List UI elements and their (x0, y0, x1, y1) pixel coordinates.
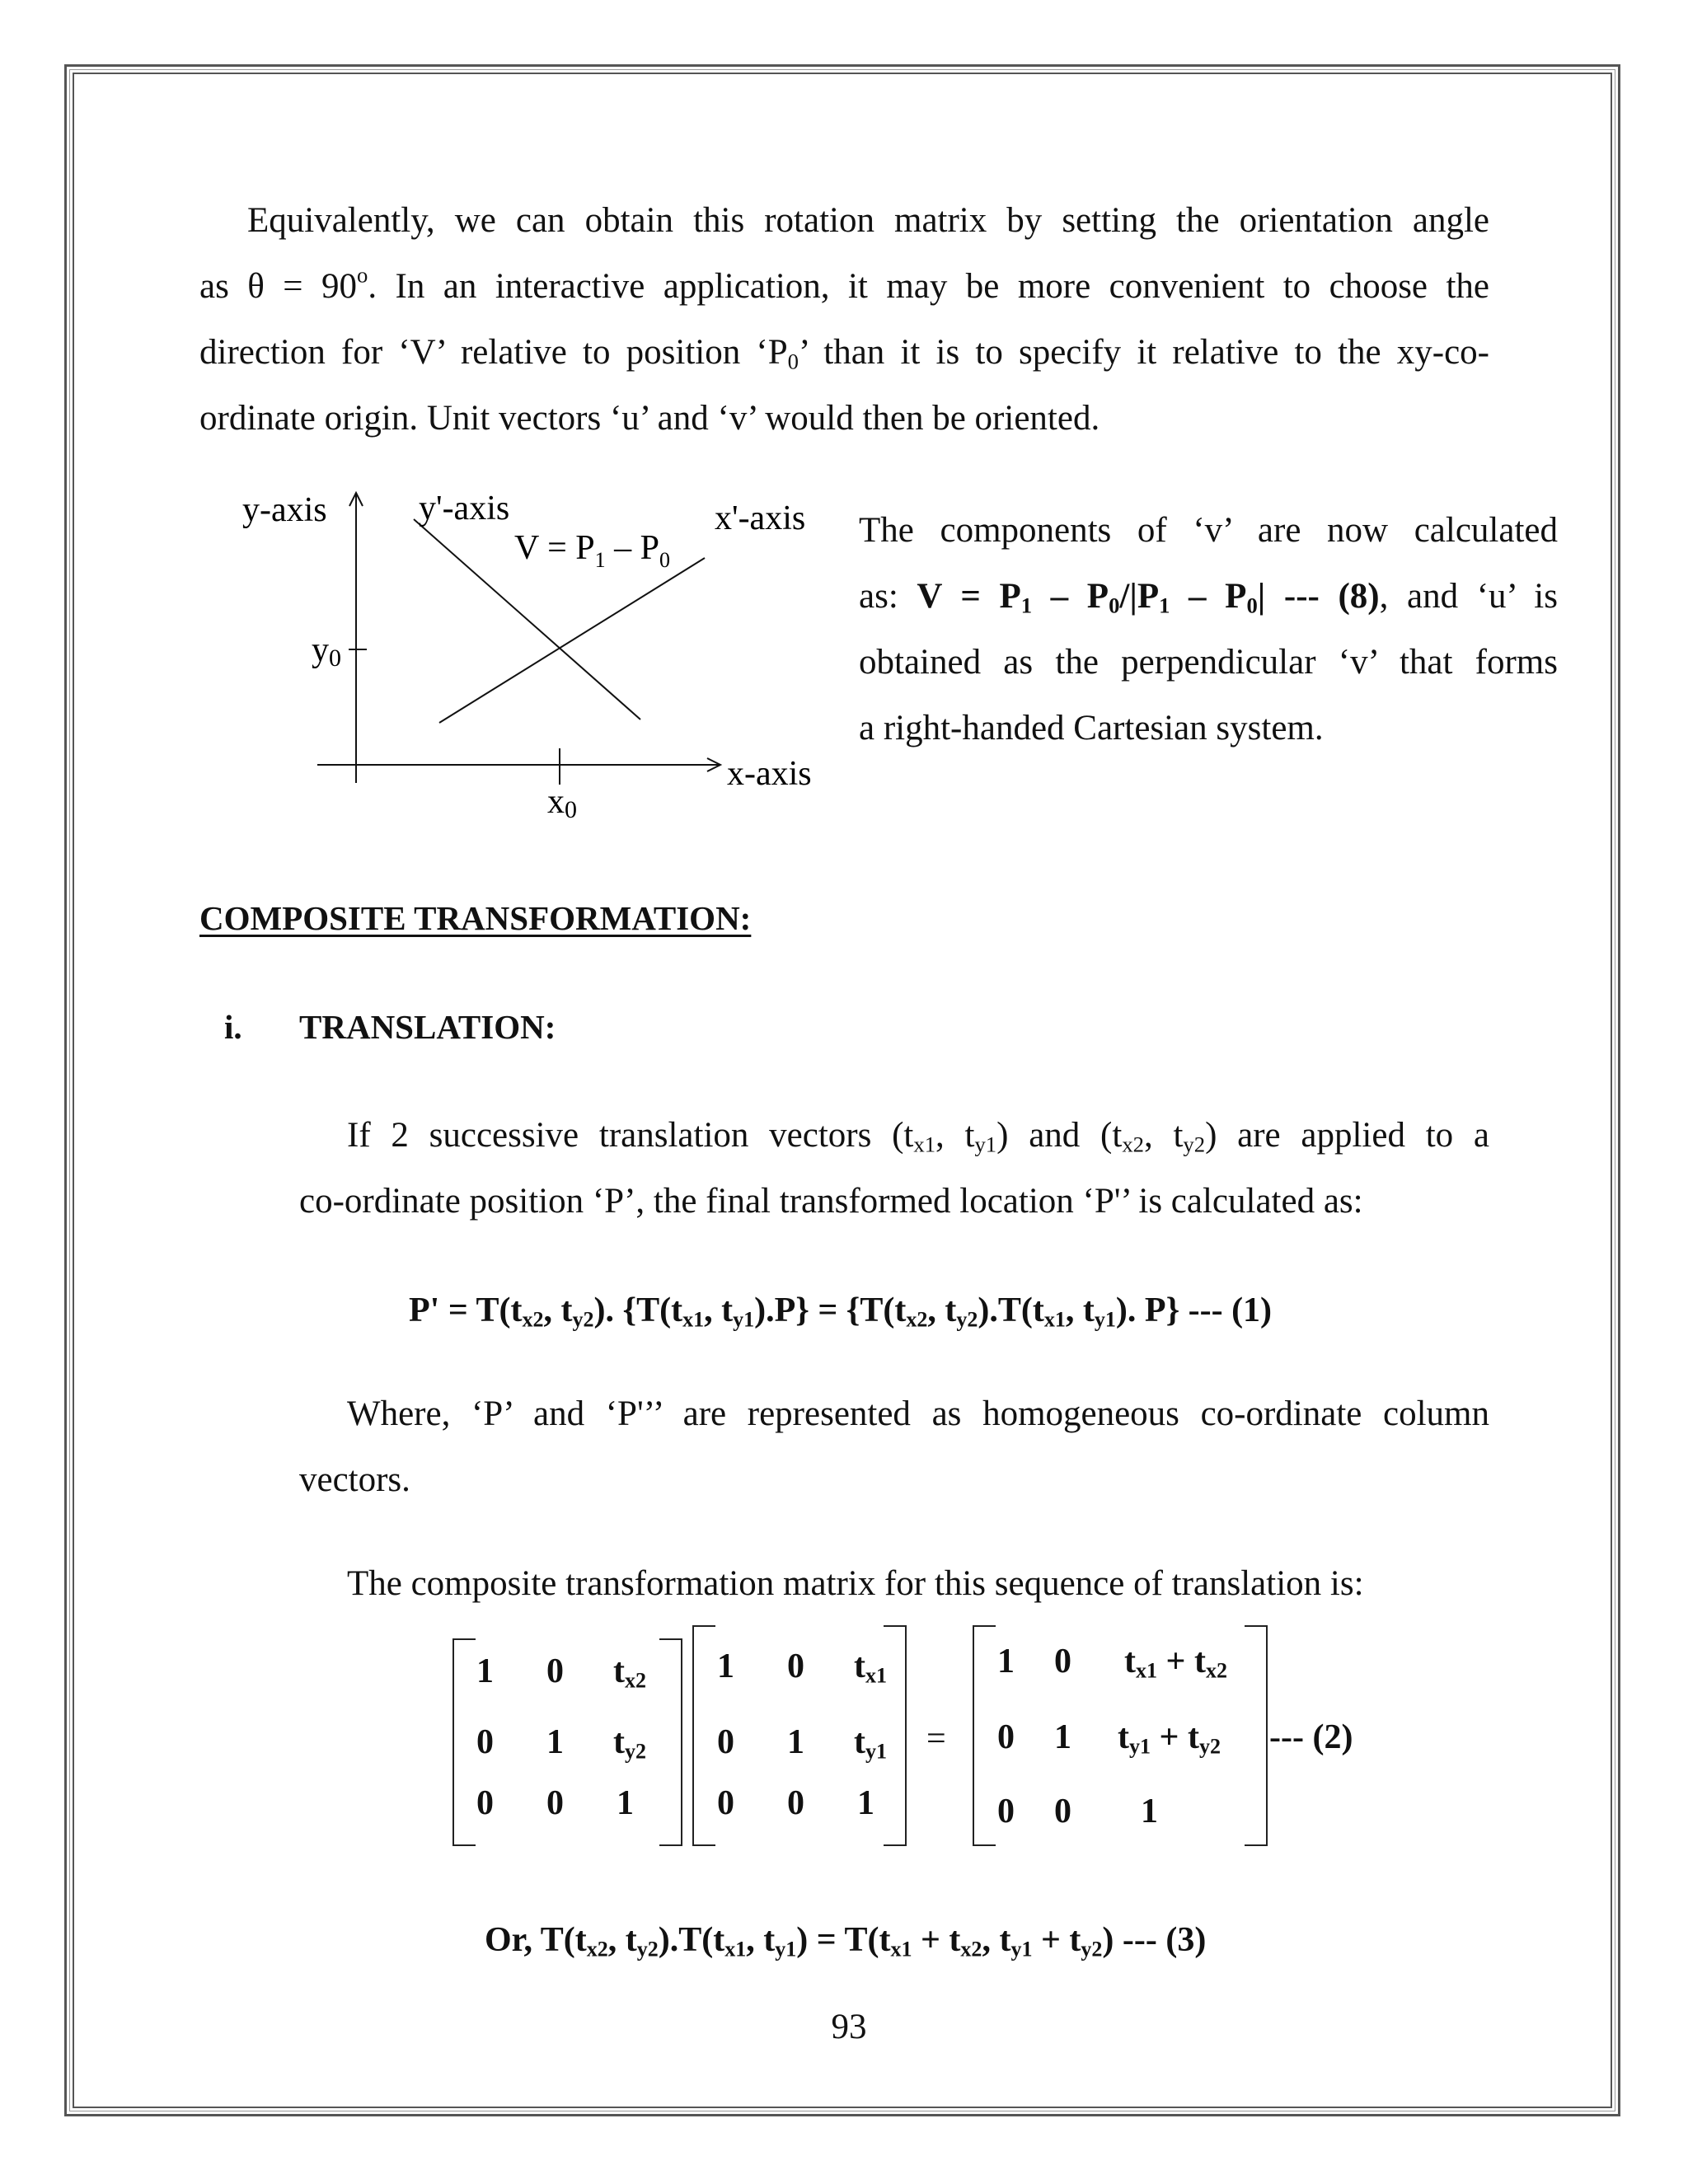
side-line-4: a right-handed Cartesian system. (859, 709, 1324, 748)
para2-c: ) and (t (996, 1116, 1123, 1155)
para2-s1: x1 (913, 1132, 936, 1157)
m3-r1c1: 1 (997, 1643, 1015, 1680)
para2-e: ) are applied to a (1205, 1116, 1490, 1155)
para2-line-2: co-ordinate position ‘P’, the final transformed location ‘P'’ is calculated as: (299, 1182, 1363, 1221)
p0-sub: 0 (787, 349, 799, 374)
intro-line-1: Equivalently, we can obtain this rotation matrix by setting the orientation angle (247, 201, 1489, 240)
side-line-2-bold4: – P (1170, 577, 1247, 616)
m2-r1c3 (854, 1647, 887, 1686)
translation-paragraph (299, 1103, 1489, 1235)
m1-r3c3: 1 (617, 1784, 634, 1822)
side-line-2-s3: 1 (1159, 593, 1170, 618)
m2-r2c1: 0 (717, 1723, 734, 1761)
x0-label-x: x (547, 783, 565, 821)
matrix-equation-label: --- (2) (1269, 1718, 1353, 1756)
m1-r3c1: 0 (476, 1784, 494, 1822)
intro-line-2-b: . In an interactive application, it may be more convenient to choose the (368, 267, 1489, 306)
degree-sup: o (357, 262, 368, 288)
para2-d: , t (1143, 1116, 1184, 1155)
para2-s4: y2 (1183, 1132, 1206, 1157)
m2-r3c1: 0 (717, 1784, 734, 1822)
side-line-2-s1: 1 (1020, 593, 1033, 618)
m3-right-bracket (1245, 1625, 1268, 1846)
m2-r3c3: 1 (857, 1784, 874, 1822)
m1-right-bracket (659, 1638, 682, 1846)
side-line-2-bold5: | --- (8) (1257, 577, 1380, 616)
m3-r3c2: 0 (1054, 1793, 1071, 1830)
m1-r1c1: 1 (476, 1652, 494, 1690)
para4-line: The composite transformation matrix for this sequence of translation is: (347, 1564, 1364, 1603)
m2-r2c2: 1 (787, 1723, 804, 1761)
y-axis-label: y-axis (242, 491, 327, 529)
m2-right-bracket (884, 1625, 907, 1846)
para2-b: , t (935, 1116, 975, 1155)
side-line-2-s2: 0 (1109, 593, 1120, 618)
m2-r1c3-sub: x1 (865, 1663, 888, 1688)
side-line-2-c: , and ‘u’ is (1379, 577, 1558, 616)
m2-r2c3-sub: y1 (865, 1739, 888, 1764)
m3-r1c2: 0 (1054, 1643, 1071, 1680)
equation-1: $P' = T(t_{x2}$, $t_{y2}$). {$T(t_{x1}$, $t_{y1}).P\} = \{T(t_{x2}$, $t_{y2}).T(t_{x1}$, $t_{y1}$). P} --- (1) (409, 1291, 1273, 1332)
m1-r2c3-sub: y2 (625, 1739, 647, 1764)
para2-line-1 (299, 1103, 1489, 1169)
m2-r1c3-t: t (854, 1647, 865, 1685)
side-line-3: obtained as the perpendicular ‘v’ that forms (859, 643, 1558, 682)
side-line-2-bold3: /|P (1119, 577, 1160, 616)
m1-r2c2: 1 (546, 1723, 564, 1761)
side-line-1: The components of ‘v’ are now calculated (859, 511, 1558, 550)
y0-label-y: y (312, 631, 329, 669)
para3-line-1: Where, ‘P’ and ‘P'’’ are represented as homogeneous co-ordinate column (347, 1394, 1489, 1433)
m1-r2c3-t: t (613, 1723, 625, 1761)
x-prime-axis-label: x'-axis (715, 499, 806, 537)
homogeneous-paragraph (299, 1381, 1489, 1513)
m3-r3c1: 0 (997, 1793, 1015, 1830)
m3-r1c3: $t_{x1} + t_{x2}$ (1124, 1643, 1227, 1683)
intro-line-3 (199, 320, 1489, 386)
v-label-sub1: 1 (594, 548, 606, 572)
side-paragraph (859, 498, 1558, 762)
section-heading: COMPOSITE TRANSFORMATION: (199, 899, 752, 937)
m2-r1c2: 0 (787, 1647, 804, 1685)
v-label-a: V = P (514, 529, 595, 567)
v-label (514, 529, 670, 572)
m2-left-bracket (692, 1625, 715, 1846)
intro-line-4: ordinate origin. Unit vectors ‘u’ and ‘v’ would then be oriented. (199, 399, 1100, 438)
x0-label (547, 783, 577, 823)
m1-r1c2: 0 (546, 1652, 564, 1690)
y0-label-sub: 0 (329, 644, 341, 672)
intro-line-3-b: ’ than it is to specify it relative to the xy-co- (798, 333, 1489, 372)
v-label-sub0: 0 (659, 548, 670, 572)
intro-line-3-a: direction for ‘V’ relative to position ‘P (199, 333, 788, 372)
para2-s3: x2 (1122, 1132, 1144, 1157)
side-line-2-a: as: (859, 577, 917, 616)
m3-r2c1: 0 (997, 1718, 1015, 1756)
side-line-2-bold: V = P (917, 577, 1021, 616)
side-line-2-s4: 0 (1246, 593, 1258, 618)
x-prime-axis-line (439, 558, 705, 723)
intro-line-2-a: as θ = 90 (199, 267, 358, 306)
m1-r2c3 (613, 1722, 646, 1762)
m1-left-bracket (452, 1638, 476, 1846)
m3-r2c2: 1 (1054, 1718, 1071, 1756)
m1-r3c2: 0 (546, 1784, 564, 1822)
m3-r2c3: $t_{y1} + t_{y2}$ (1118, 1718, 1221, 1759)
intro-line-2 (199, 254, 1489, 320)
m1-r1c3-sub: x2 (625, 1668, 647, 1693)
m1-r2c1: 0 (476, 1723, 494, 1761)
equation-3: Or, $T(t_{x2}$, $t_{y2}).T(t_{x1}$, $t_{y1}) = T(t_{x1} + t_{x2}$, $t_{y1} + t_{y2}$) --- (3) (485, 1921, 1207, 1961)
x0-label-sub: 0 (565, 796, 577, 823)
para3-line-2: vectors. (299, 1460, 410, 1499)
m1-r1c3 (613, 1652, 646, 1691)
m2-r3c2: 0 (787, 1784, 804, 1822)
composite-matrix-intro (347, 1551, 1501, 1617)
intro-paragraph (199, 188, 1489, 452)
m2-r1c1: 1 (717, 1647, 734, 1685)
coordinate-figure (231, 486, 841, 832)
m1-r1c3-t: t (613, 1652, 625, 1690)
m3-left-bracket (973, 1625, 996, 1846)
para2-a: If 2 successive translation vectors (t (347, 1116, 914, 1155)
x-axis-label: x-axis (727, 755, 812, 793)
page-number: 93 (831, 2008, 867, 2046)
m2-r2c3-t: t (854, 1723, 865, 1761)
subheading-title: TRANSLATION: (299, 1008, 556, 1046)
equals-sign: = (926, 1720, 946, 1758)
y0-label (312, 631, 341, 672)
y-prime-axis-label: y'-axis (419, 490, 510, 527)
subheading-number: i. (224, 1008, 242, 1046)
m2-r2c3 (854, 1722, 887, 1762)
side-line-2 (859, 564, 1558, 630)
m3-r3c3: 1 (1141, 1793, 1158, 1830)
side-line-2-bold2: – P (1032, 577, 1109, 616)
v-label-b: – P (605, 529, 659, 567)
para2-s2: y1 (974, 1132, 997, 1157)
